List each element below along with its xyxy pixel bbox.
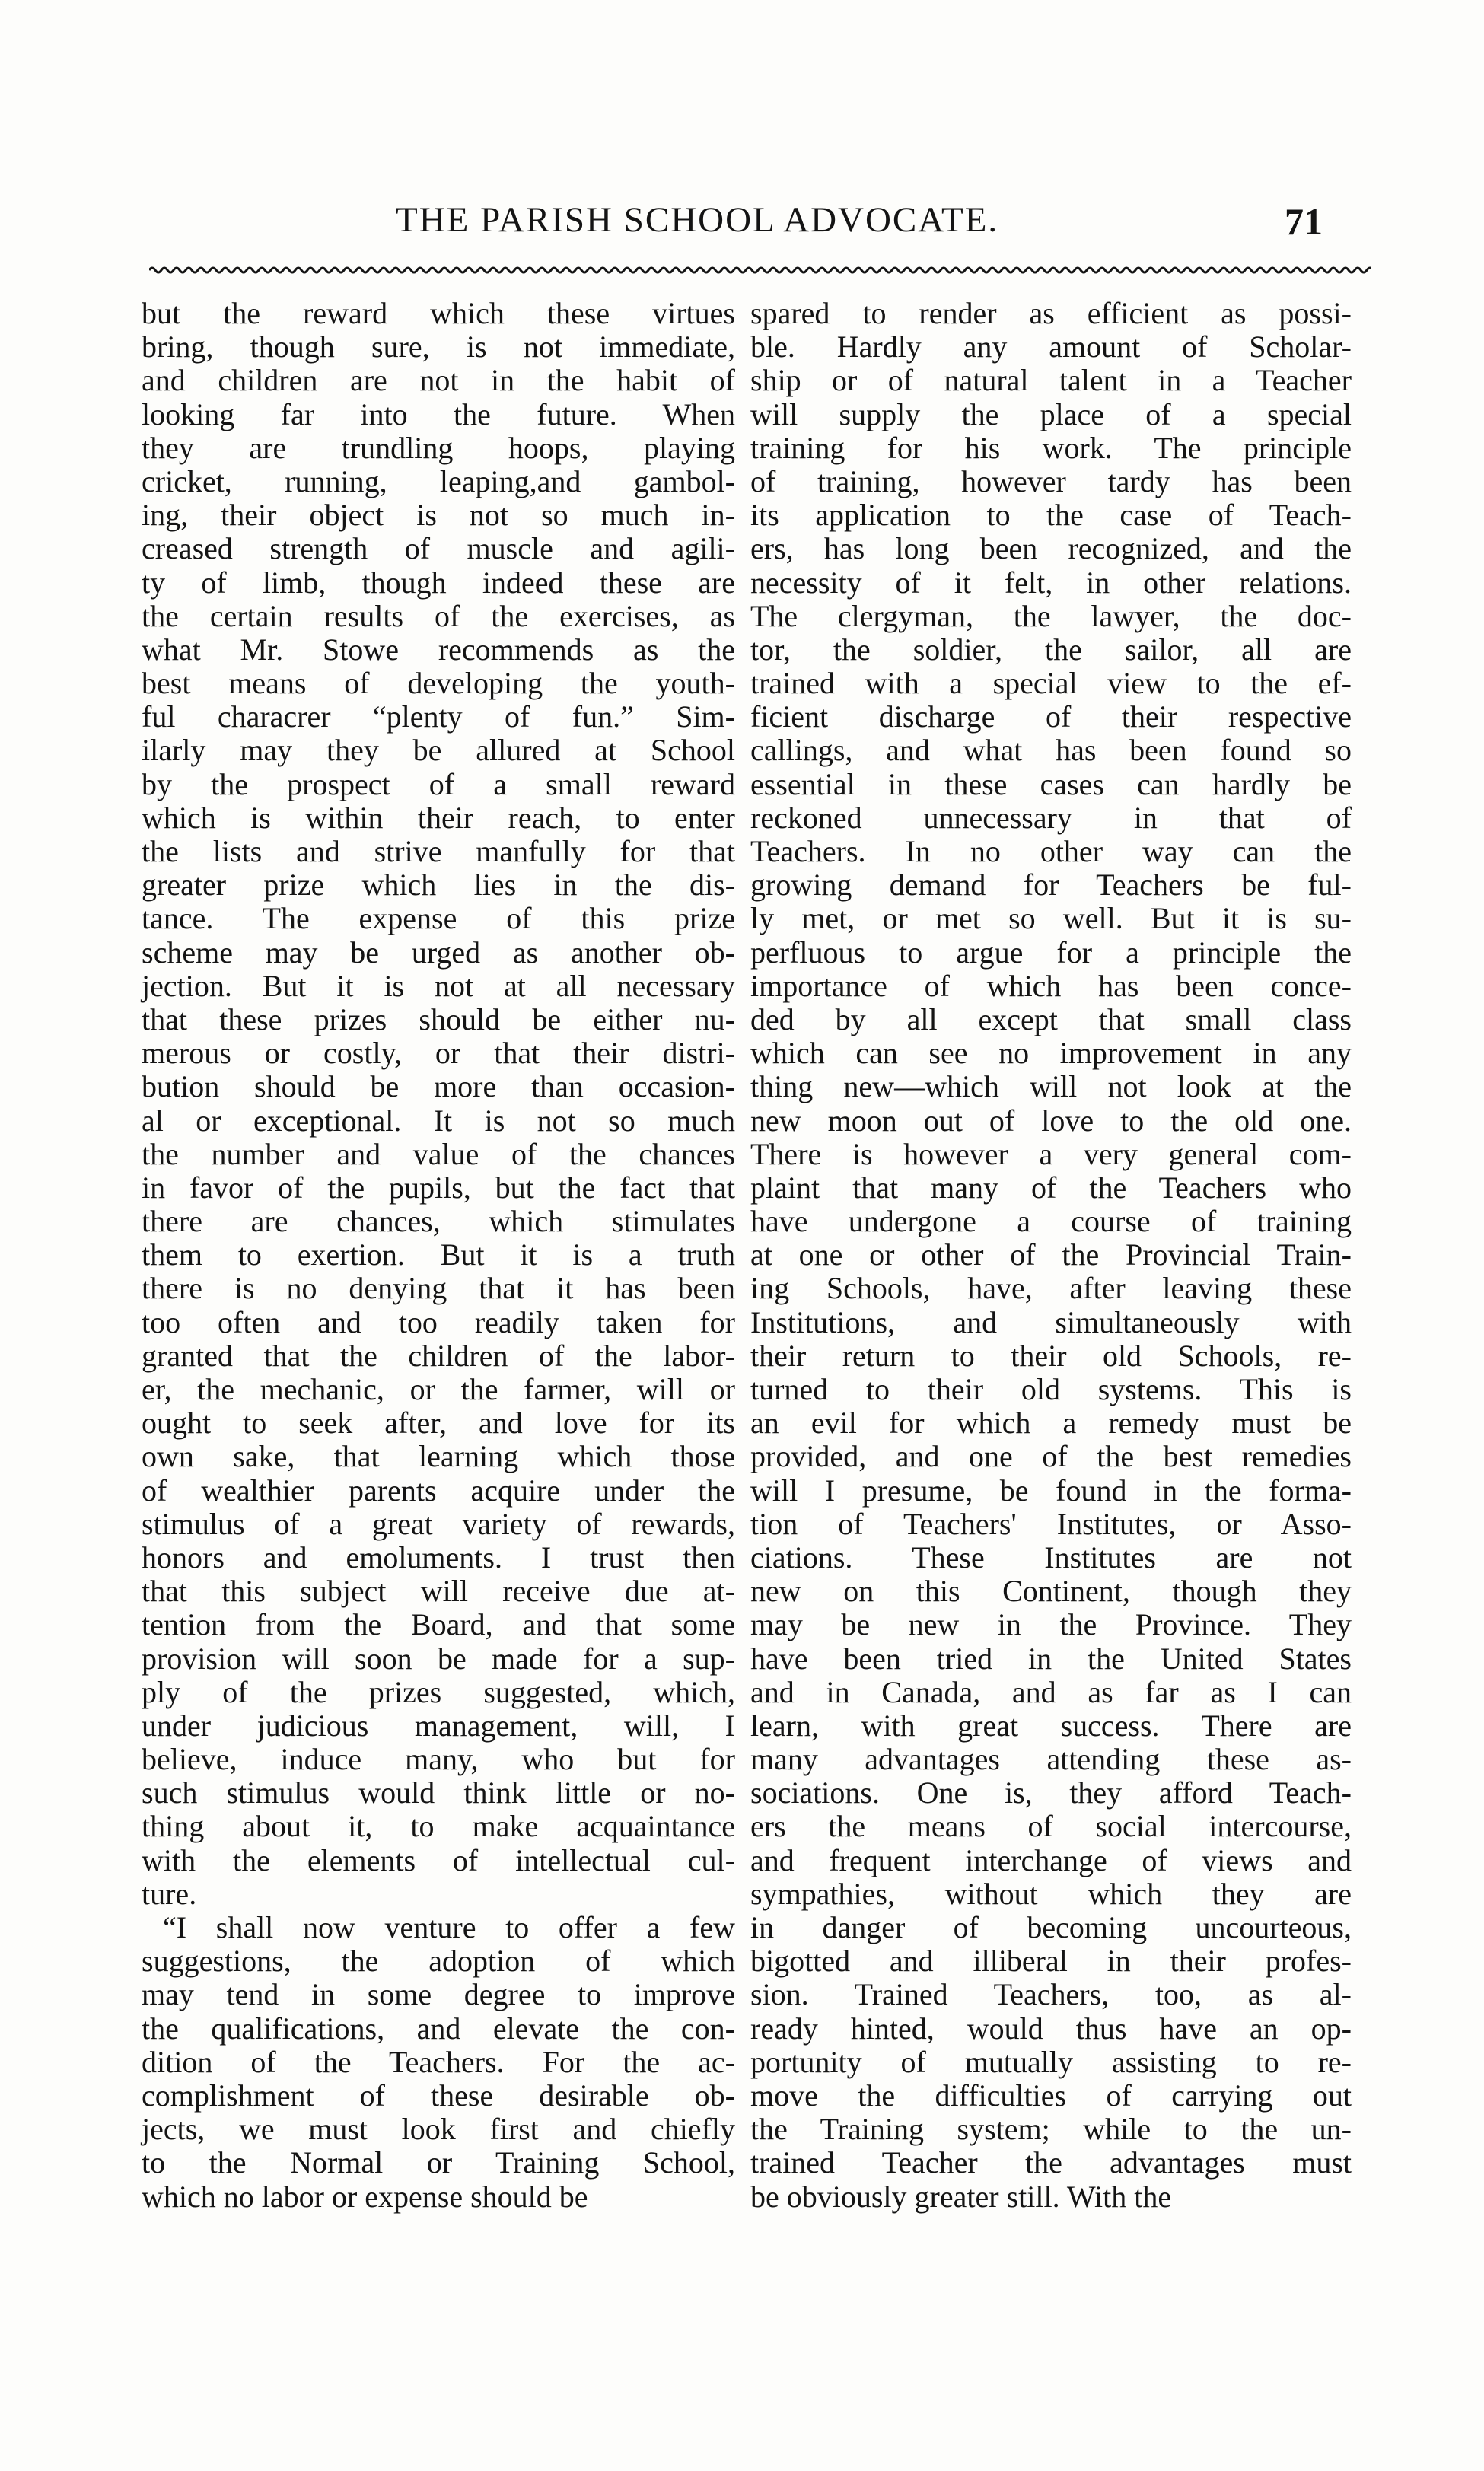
- text-line: essential in these cases can hardly be: [750, 766, 1352, 801]
- text-line: best means of developing the youth-: [142, 666, 735, 701]
- text-line: plaint that many of the Teachers who: [750, 1170, 1352, 1205]
- text-line: The clergyman, the lawyer, the doc-: [750, 598, 1352, 633]
- text-line: thing new—which will not look at the: [750, 1069, 1352, 1104]
- text-line: perfluous to argue for a principle the: [750, 935, 1352, 970]
- text-line: ought to seek after, and love for its: [142, 1406, 735, 1441]
- text-line: under judicious management, will, I: [142, 1708, 735, 1743]
- text-line: ture.: [142, 1876, 197, 1911]
- text-line: which is within their reach, to enter: [142, 800, 735, 835]
- text-line: ficient discharge of their respective: [750, 699, 1352, 734]
- text-line: ty of limb, though indeed these are: [142, 565, 735, 600]
- text-line: granted that the children of the labor-: [142, 1338, 735, 1373]
- text-line: may tend in some degree to improve: [142, 1977, 735, 2012]
- text-line: callings, and what has been found so: [750, 733, 1352, 768]
- text-line: importance of which has been conce-: [750, 968, 1352, 1003]
- text-line: but the reward which these virtues: [142, 296, 735, 330]
- text-line: honors and emoluments. I trust then: [142, 1540, 735, 1575]
- text-line: er, the mechanic, or the farmer, will or: [142, 1372, 735, 1406]
- text-line: greater prize which lies in the dis-: [142, 868, 735, 903]
- text-line: ing, their object is not so much in-: [142, 498, 735, 533]
- text-line: sion. Trained Teachers, too, as al-: [750, 1977, 1352, 2012]
- text-line: bigotted and illiberal in their profes-: [750, 1944, 1352, 1979]
- text-line: will supply the place of a special: [750, 396, 1352, 431]
- wavy-rule: [149, 265, 1371, 275]
- text-line: the Training system; while to the un-: [750, 2112, 1352, 2147]
- text-line: “I shall now venture to offer a few: [163, 1910, 735, 1944]
- text-line: sympathies, without which they are: [750, 1876, 1352, 1911]
- text-line: ply of the prizes suggested, which,: [142, 1674, 735, 1709]
- text-line: too often and too readily taken for: [142, 1304, 735, 1339]
- text-line: many advantages attending these as-: [750, 1742, 1352, 1777]
- text-line: ready hinted, would thus have an op-: [750, 2011, 1352, 2046]
- text-line: in favor of the pupils, but the fact that: [142, 1170, 735, 1205]
- text-line: ciations. These Institutes are not: [750, 1540, 1352, 1575]
- text-line: ble. Hardly any amount of Scholar-: [750, 330, 1352, 365]
- text-line: they are trundling hoops, playing: [142, 430, 735, 465]
- text-line: merous or costly, or that their distri-: [142, 1036, 735, 1071]
- text-column-right: [750, 297, 1352, 2214]
- text-line: growing demand for Teachers be ful-: [750, 868, 1352, 903]
- text-line: of training, however tardy has been: [750, 463, 1352, 498]
- running-title: THE PARISH SCHOOL ADVOCATE.: [396, 200, 999, 240]
- text-line: the certain results of the exercises, as: [142, 598, 735, 633]
- text-line: provided, and one of the best remedies: [750, 1439, 1352, 1474]
- text-line: that this subject will receive due at-: [142, 1574, 735, 1609]
- text-line: ers, has long been recognized, and the: [750, 531, 1352, 566]
- text-line: and children are not in the habit of: [142, 363, 735, 398]
- text-line: the qualifications, and elevate the con-: [142, 2011, 735, 2046]
- text-line: will I presume, be found in the forma-: [750, 1473, 1352, 1508]
- text-line: of wealthier parents acquire under the: [142, 1473, 735, 1508]
- text-line: creased strength of muscle and agili-: [142, 531, 735, 566]
- text-line: such stimulus would think little or no-: [142, 1775, 735, 1810]
- text-line: tance. The expense of this prize: [142, 901, 735, 936]
- text-line: spared to render as efficient as possi-: [750, 296, 1352, 330]
- text-line: move the difficulties of carrying out: [750, 2078, 1352, 2113]
- text-line: tor, the soldier, the sailor, all are: [750, 632, 1352, 667]
- text-line: Institutions, and simultaneously with: [750, 1304, 1352, 1339]
- text-line: training for his work. The principle: [750, 430, 1352, 465]
- text-line: scheme may be urged as another ob-: [142, 935, 735, 970]
- text-line: there is no denying that it has been: [142, 1271, 735, 1306]
- text-line: tion of Teachers' Institutes, or Asso-: [750, 1506, 1352, 1541]
- text-line: ilarly may they be allured at School: [142, 733, 735, 768]
- page-number: 71: [1285, 200, 1323, 243]
- text-line: suggestions, the adoption of which: [142, 1944, 735, 1979]
- text-line: jects, we must look first and chiefly: [142, 2112, 735, 2147]
- text-line: their return to their old Schools, re-: [750, 1338, 1352, 1373]
- text-line: at one or other of the Provincial Train-: [750, 1237, 1352, 1272]
- text-line: ship or of natural talent in a Teacher: [750, 363, 1352, 398]
- text-line: new on this Continent, though they: [750, 1574, 1352, 1609]
- text-line: which no labor or expense should be: [142, 2179, 588, 2214]
- text-line: ing Schools, have, after leaving these: [750, 1271, 1352, 1306]
- text-line: complishment of these desirable ob-: [142, 2078, 735, 2113]
- text-line: which can see no improvement in any: [750, 1036, 1352, 1071]
- text-line: that these prizes should be either nu-: [142, 1001, 735, 1036]
- text-line: there are chances, which stimulates: [142, 1204, 735, 1239]
- text-line: bution should be more than occasion-: [142, 1069, 735, 1104]
- text-line: may be new in the Province. They: [750, 1607, 1352, 1642]
- text-line: tention from the Board, and that some: [142, 1607, 735, 1642]
- text-line: provision will soon be made for a sup-: [142, 1641, 735, 1676]
- text-line: the number and value of the chances: [142, 1136, 735, 1171]
- text-line: stimulus of a great variety of rewards,: [142, 1506, 735, 1541]
- text-line: the lists and strive manfully for that: [142, 834, 735, 868]
- text-line: looking far into the future. When: [142, 396, 735, 431]
- text-line: have been tried in the United States: [750, 1641, 1352, 1676]
- text-line: There is however a very general com-: [750, 1136, 1352, 1171]
- text-line: what Mr. Stowe recommends as the: [142, 632, 735, 667]
- text-line: trained with a special view to the ef-: [750, 666, 1352, 701]
- text-line: its application to the case of Teach-: [750, 498, 1352, 533]
- text-column-left: [142, 297, 735, 2214]
- text-line: and in Canada, and as far as I can: [750, 1674, 1352, 1709]
- text-line: ly met, or met so well. But it is su-: [750, 901, 1352, 936]
- text-line: learn, with great success. There are: [750, 1708, 1352, 1743]
- text-line: dition of the Teachers. For the ac-: [142, 2044, 735, 2079]
- text-line: jection. But it is not at all necessary: [142, 968, 735, 1003]
- text-line: al or exceptional. It is not so much: [142, 1103, 735, 1138]
- text-line: in danger of becoming uncourteous,: [750, 1910, 1352, 1944]
- text-line: new moon out of love to the old one.: [750, 1103, 1352, 1138]
- text-line: ful characrer “plenty of fun.” Sim-: [142, 699, 735, 734]
- text-line: Teachers. In no other way can the: [750, 834, 1352, 868]
- text-line: necessity of it felt, in other relations.: [750, 565, 1352, 600]
- text-line: them to exertion. But it is a truth: [142, 1237, 735, 1272]
- text-line: sociations. One is, they afford Teach-: [750, 1775, 1352, 1810]
- text-line: believe, induce many, who but for: [142, 1742, 735, 1777]
- text-line: ers the means of social intercourse,: [750, 1809, 1352, 1844]
- text-line: have undergone a course of training: [750, 1204, 1352, 1239]
- text-line: own sake, that learning which those: [142, 1439, 735, 1474]
- text-line: trained Teacher the advantages must: [750, 2145, 1352, 2180]
- text-line: ded by all except that small class: [750, 1001, 1352, 1036]
- text-line: with the elements of intellectual cul-: [142, 1842, 735, 1877]
- text-line: cricket, running, leaping,and gambol-: [142, 463, 735, 498]
- text-line: thing about it, to make acquaintance: [142, 1809, 735, 1844]
- text-line: by the prospect of a small reward: [142, 766, 735, 801]
- text-line: to the Normal or Training School,: [142, 2145, 735, 2180]
- text-line: and frequent interchange of views and: [750, 1842, 1352, 1877]
- text-line: be obviously greater still. With the: [750, 2179, 1172, 2214]
- text-line: bring, though sure, is not immediate,: [142, 330, 735, 365]
- text-line: reckoned unnecessary in that of: [750, 800, 1352, 835]
- text-line: an evil for which a remedy must be: [750, 1406, 1352, 1441]
- text-line: portunity of mutually assisting to re-: [750, 2044, 1352, 2079]
- text-line: turned to their old systems. This is: [750, 1372, 1352, 1406]
